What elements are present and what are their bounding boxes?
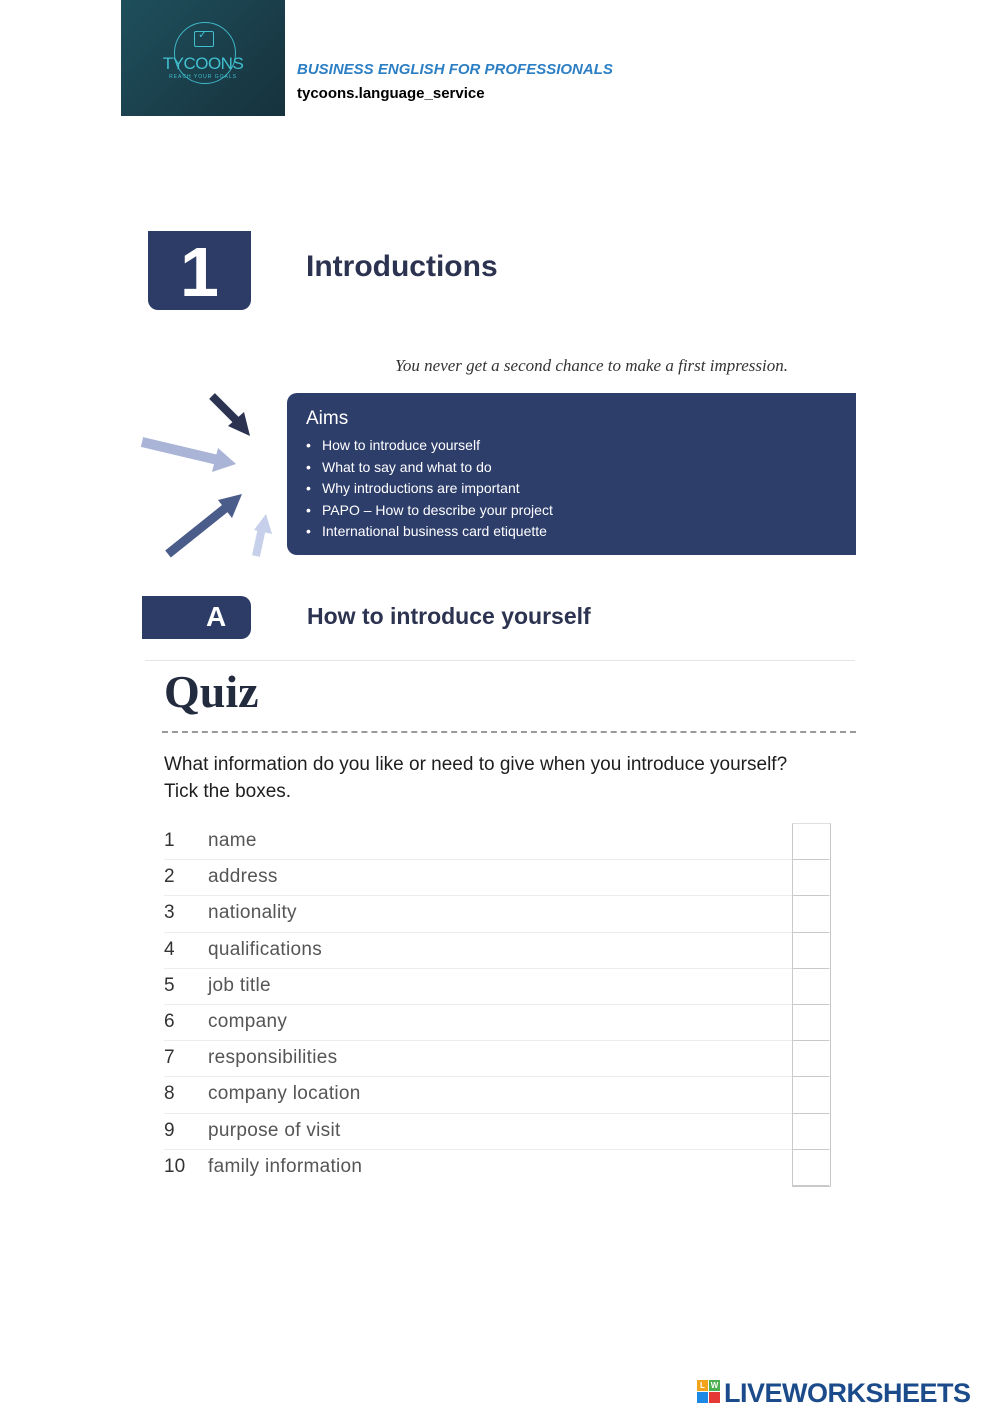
mark-letter-l: L [697,1380,708,1391]
briefcase-icon [194,31,214,47]
item-number: 1 [164,830,175,851]
tick-box[interactable] [792,860,829,896]
logo-tagline: REACH YOUR GOALS [169,74,237,80]
bullet-icon: • [306,480,311,496]
aims-item: • PAPO – How to describe your project [306,500,553,522]
tycoons-logo [121,0,285,116]
item-number: 9 [164,1119,175,1141]
quiz-heading: Quiz [164,666,259,717]
unit-title: Introductions [306,250,498,283]
quiz-question: What information do you like or need to give when you introduce yourself? Tick the boxes. [164,754,788,802]
quiz-list [164,824,830,1186]
tick-box[interactable] [792,1005,829,1041]
quiz-item [164,1041,830,1077]
tick-box[interactable] [792,969,829,1005]
item-label: job title [208,974,271,996]
bullet-icon: • [306,501,311,518]
quiz-item [164,1114,830,1150]
quiz-item [164,1077,830,1113]
header-title: BUSINESS ENGLISH FOR PROFESSIONALS [297,61,613,78]
liveworksheets-mark-icon [697,1380,721,1404]
unit-motto: You never get a second chance to make a first impression. [395,356,788,375]
section-letter: A [206,601,227,632]
tick-box[interactable] [792,1114,829,1150]
aims-item: • What to say and what to do [306,457,553,479]
item-label: address [208,866,278,888]
liveworksheets-wordmark: LIVEWORKSHEETS [724,1378,971,1408]
tick-box[interactable] [792,824,829,860]
quiz-item [164,1150,830,1186]
item-label: company location [208,1083,361,1105]
arrow-up-right-icon [168,494,242,554]
item-number: 10 [164,1155,186,1177]
aims-heading: Aims [306,408,349,429]
item-number: 8 [164,1083,175,1105]
arrow-up-icon [254,514,272,556]
bullet-icon: • [306,437,311,453]
item-label: nationality [208,902,297,924]
item-number: 5 [164,974,175,996]
arrow-right-icon [142,442,236,472]
aims-item: • How to introduce yourself [306,435,553,457]
quiz-item [164,933,830,969]
bullet-icon: • [306,458,311,475]
item-number: 6 [164,1010,175,1032]
item-number: 2 [164,866,175,888]
item-label: purpose of visit [208,1119,341,1141]
header-subtitle: tycoons.language_service [297,85,485,102]
section-badge [142,596,251,639]
mark-square [709,1392,720,1403]
tick-box[interactable] [792,1041,829,1077]
item-label: family information [208,1155,363,1177]
item-number: 7 [164,1047,175,1069]
aims-item: • Why introductions are important [306,478,553,500]
quiz-item [164,969,830,1005]
divider [145,660,855,661]
tick-box[interactable] [792,896,829,932]
quiz-item [164,860,830,896]
check-icon: ✓ [198,29,208,41]
item-label: company [208,1010,288,1032]
tick-box[interactable] [792,1150,829,1186]
tick-box[interactable] [792,1077,829,1113]
item-label: name [208,830,257,851]
quiz-item [164,824,830,860]
mark-square [697,1392,708,1403]
aims-list [306,435,553,543]
aims-panel [287,393,856,555]
aims-item: • International business card etiquette [306,521,553,543]
item-label: responsibilities [208,1047,338,1069]
section-title: How to introduce yourself [307,603,591,629]
logo-word: TYCOONS [162,54,244,73]
item-number: 3 [164,902,175,924]
item-number: 4 [164,938,175,960]
tick-box[interactable] [792,933,829,969]
bullet-icon: • [306,523,311,539]
arrow-down-right-icon [212,396,250,436]
item-label: qualifications [208,938,323,960]
arrows-decoration [140,390,280,560]
mark-letter-w: W [710,1381,719,1390]
dashed-divider [162,731,856,733]
quiz-item [164,896,830,932]
unit-number-badge: 1 [148,231,251,310]
quiz-item [164,1005,830,1041]
